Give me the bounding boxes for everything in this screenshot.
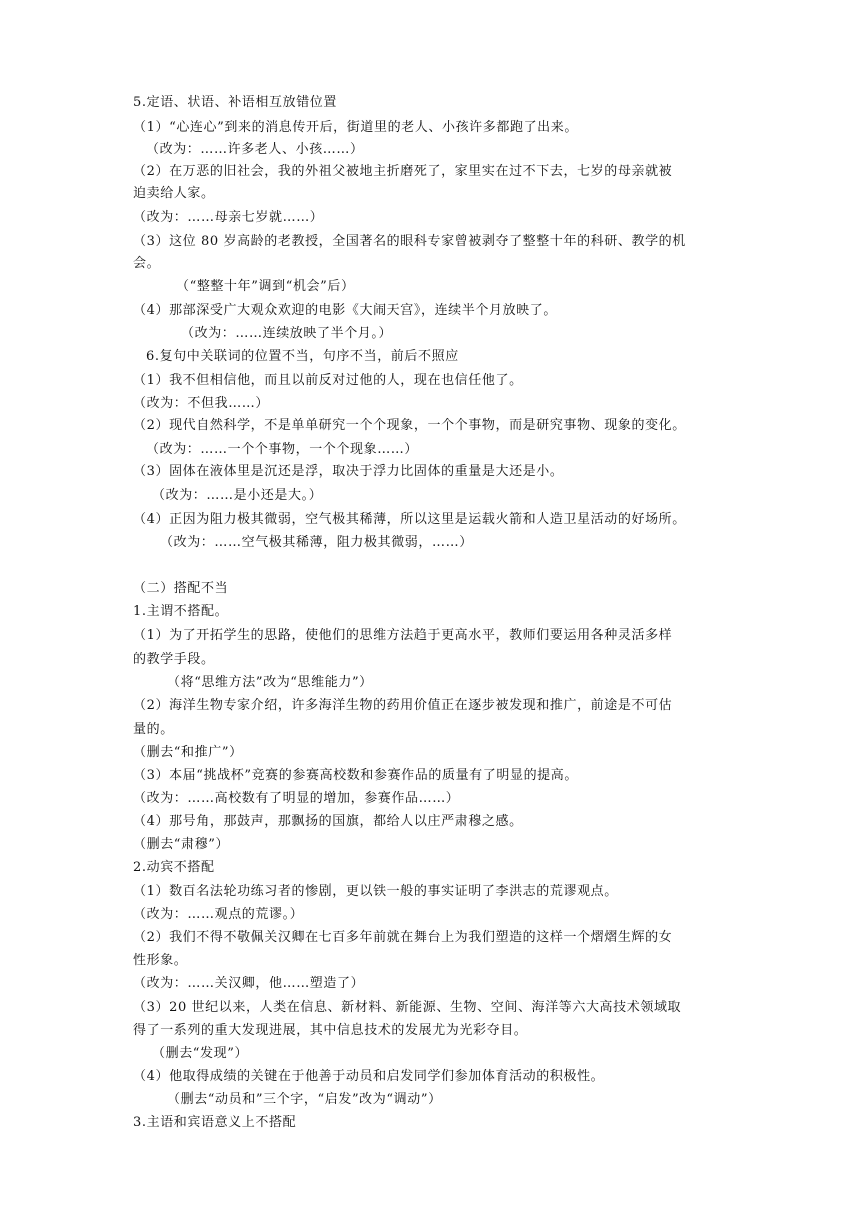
example-sentence: （3）固体在液体里是沉还是浮，取决于浮力比固体的重量是大还是小。	[133, 464, 564, 479]
correction-note: （将“思维方法”改为“思维能力”）	[167, 675, 373, 690]
example-sentence-continued: 会。	[133, 256, 161, 271]
subsection-heading: （二）搭配不当	[133, 581, 229, 596]
example-sentence: （1）为了开拓学生的思路，使他们的思维方法趋于更高水平，教师们要运用各种灵活多样	[133, 628, 673, 643]
example-sentence: （1）我不但相信他，而且以前反对过他的人，现在也信任他了。	[133, 373, 523, 388]
correction-note: （改为：不但我……）	[133, 396, 270, 411]
correction-note: （改为：……关汉卿，他……塑造了）	[133, 976, 365, 991]
example-sentence: （4）那部深受广大观众欢迎的电影《大闹天宫》，连续半个月放映了。	[133, 303, 557, 318]
correction-note: （改为：……母亲七岁就……）	[133, 210, 324, 225]
example-sentence: （4）正因为阻力极其微弱，空气极其稀薄，所以这里是运载火箭和人造卫星活动的好场所。	[133, 512, 686, 527]
example-sentence: （3）这位 80 岁高龄的老教授，全国著名的眼科专家曾被剥夺了整整十年的科研、教学的机	[133, 234, 686, 249]
correction-note: （改为：……连续放映了半个月。）	[181, 326, 393, 341]
correction-note: （删去“发现”）	[152, 1046, 249, 1061]
example-sentence-continued: 迫卖给人家。	[133, 186, 215, 201]
section-heading-5: 5.定语、状语、补语相互放错位置	[133, 95, 338, 110]
example-sentence-continued: 性形象。	[133, 953, 188, 968]
correction-note: （改为：……观点的荒谬。）	[133, 907, 304, 922]
example-sentence: （1）“心连心”到来的消息传开后，街道里的老人、小孩许多都跑了出来。	[133, 120, 578, 135]
section-heading-6: 6.复句中关联词的位置不当，句序不当，前后不照应	[146, 349, 459, 364]
correction-note: （删去“动员和”三个字，“启发”改为“调动”）	[167, 1092, 442, 1107]
example-sentence: （2）在万恶的旧社会，我的外祖父被地主折磨死了，家里实在过不下去，七岁的母亲就被	[133, 164, 673, 179]
correction-note: （“整整十年”调到“机会”后）	[176, 279, 355, 294]
example-sentence: （3）20 世纪以来，人类在信息、新材料、新能源、生物、空间、海洋等六大高技术领域取	[133, 1000, 682, 1015]
correction-note: （改为：……一个个事物，一个个现象……）	[146, 442, 419, 457]
example-sentence: （2）现代自然科学，不是单单研究一个个现象，一个个事物，而是研究事物、现象的变化。	[133, 418, 686, 433]
correction-note: （改为：……空气极其稀薄，阻力极其微弱，……）	[160, 535, 473, 550]
section-heading-1: 1.主谓不搭配。	[133, 604, 229, 619]
correction-note: （改为：……许多老人、小孩……）	[146, 142, 364, 157]
section-heading-2: 2.动宾不搭配	[133, 860, 215, 875]
example-sentence: （4）他取得成绩的关键在于他善于动员和启发同学们参加体育活动的积极性。	[133, 1069, 605, 1084]
example-sentence: （4）那号角，那鼓声，那飘扬的国旗，都给人以庄严肃穆之感。	[133, 814, 523, 829]
example-sentence: （3）本届“挑战杯”竞赛的参赛高校数和参赛作品的质量有了明显的提高。	[133, 768, 578, 783]
example-sentence-continued: 量的。	[133, 722, 174, 737]
correction-note: （删去“和推广”）	[133, 745, 243, 760]
correction-note: （删去“肃穆”）	[133, 837, 230, 852]
example-sentence: （1）数百名法轮功练习者的惨剧，更以铁一般的事实证明了李洪志的荒谬观点。	[133, 884, 618, 899]
example-sentence: （2）海洋生物专家介绍，许多海洋生物的药用价值正在逐步被发现和推广，前途是不可估	[133, 698, 673, 713]
correction-note: （改为：……高校数有了明显的增加，参赛作品……）	[133, 791, 460, 806]
example-sentence-continued: 得了一系列的重大发现进展，其中信息技术的发展尤为光彩夺目。	[133, 1023, 528, 1038]
section-heading-3: 3.主语和宾语意义上不搭配	[133, 1115, 297, 1130]
example-sentence: （2）我们不得不敬佩关汉卿在七百多年前就在舞台上为我们塑造的这样一个熠熠生辉的女	[133, 930, 673, 945]
example-sentence-continued: 的教学手段。	[133, 652, 215, 667]
correction-note: （改为：……是小还是大。）	[152, 488, 323, 503]
